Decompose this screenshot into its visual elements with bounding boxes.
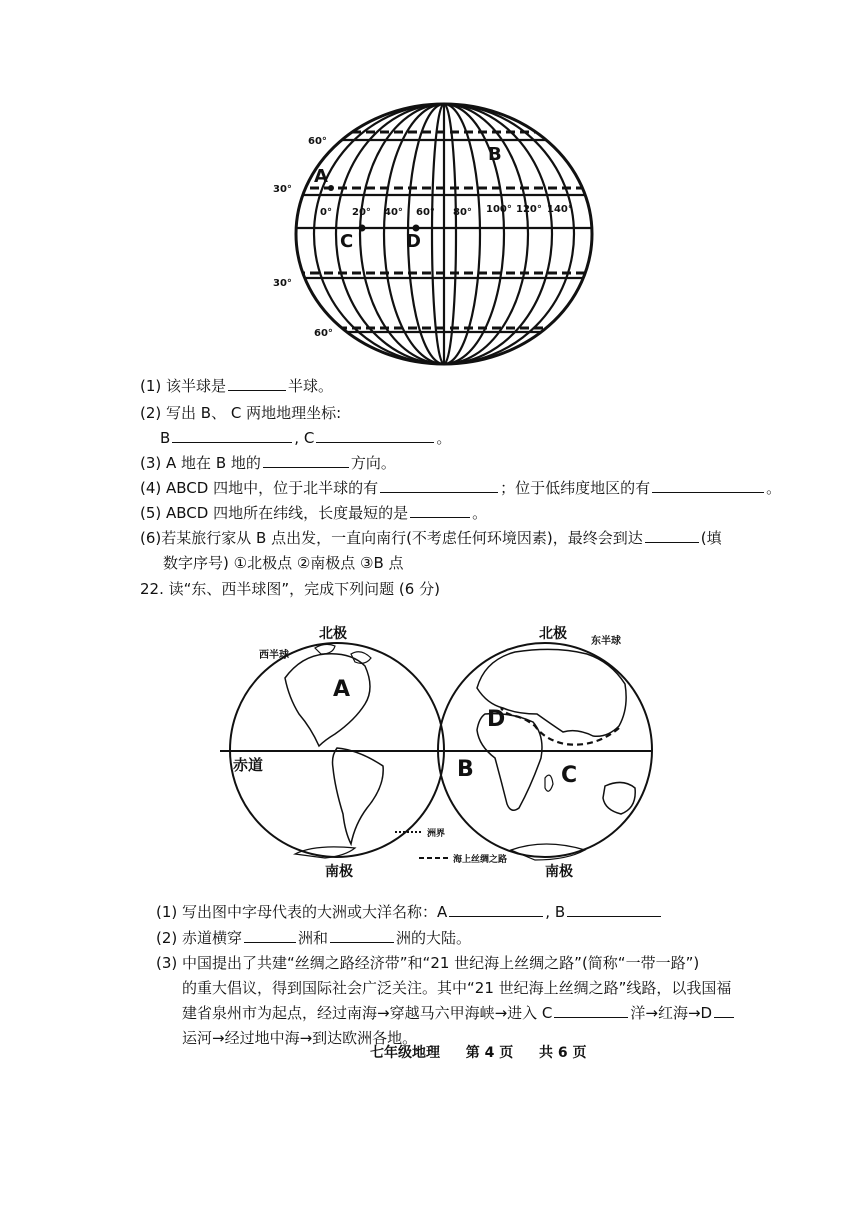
answer-blank[interactable] (316, 428, 434, 443)
q22-title: 22. 读“东、西半球图”，完成下列问题 (6 分) (140, 580, 440, 598)
letter-a-label: A (333, 677, 351, 702)
answer-blank[interactable] (228, 376, 286, 391)
q21-item-5 (140, 503, 487, 523)
lon-label-20: 20° (352, 207, 371, 218)
answer-blank[interactable] (567, 902, 661, 917)
point-d-label: D (406, 231, 421, 252)
answer-blank[interactable] (714, 1003, 734, 1018)
q21-item-4 (140, 478, 781, 498)
point-b-label: B (488, 144, 502, 165)
answer-blank[interactable] (172, 428, 292, 443)
letter-d-label: D (487, 707, 506, 732)
q21-item-6-options: 数字序号) ①北极点 ②南极点 ③B 点 (163, 554, 404, 572)
south-pole-label-east: 南极 (545, 864, 573, 880)
answer-blank[interactable] (652, 478, 764, 493)
q22-item-3-line-1: (3) 中国提出了共建“丝绸之路经济带”和“21 世纪海上丝绸之路”(简称“一带一路”) (156, 954, 700, 972)
lat-label-30n: 30° (273, 184, 292, 195)
west-hemisphere-label: 西半球 (259, 650, 289, 661)
page-footer (370, 1043, 587, 1063)
q21-b-label: B (160, 429, 171, 447)
q22-item-3-line-3 (182, 1003, 736, 1023)
point-c-label: C (340, 231, 354, 252)
south-america-shape (333, 748, 384, 844)
lon-label-80: 80° (453, 207, 472, 218)
q21-item-5-end: 。 (472, 504, 488, 522)
north-pole-label-east: 北极 (539, 626, 567, 642)
q21-item-5-pre: (5) ABCD 四地所在纬线，长度最短的是 (140, 504, 409, 522)
q21-item-3-post: 方向。 (350, 454, 396, 472)
answer-blank[interactable] (645, 528, 699, 543)
north-pole-label-west: 北极 (319, 626, 347, 642)
australia-shape (603, 782, 635, 814)
q21-item-1 (140, 376, 333, 396)
hemispheres-map-figure (215, 618, 655, 880)
q22-item-1 (156, 902, 663, 922)
lon-label-120: 120° (516, 204, 542, 215)
answer-blank[interactable] (449, 902, 543, 917)
q22-item-3-line-4: 运河→经过地中海→到达欧洲各地。 (182, 1029, 418, 1047)
q22-item-1-pre: (1) 写出图中字母代表的大洲或大洋名称：A (156, 903, 448, 921)
lon-label-60: 60° (416, 207, 435, 218)
equator-label: 赤道 (233, 756, 264, 774)
lat-label-30s: 30° (273, 278, 292, 289)
q21-item-4-end: 。 (766, 479, 782, 497)
point-d-dot (413, 225, 420, 232)
footer-total: 共 6 页 (539, 1045, 587, 1061)
legend-route-label: 海上丝绸之路 (453, 855, 508, 865)
q21-item-6-post: (填 (700, 529, 722, 547)
answer-blank[interactable] (244, 928, 296, 943)
q22-item-2-pre: (2) 赤道横穿 (156, 929, 243, 947)
footer-page: 第 4 页 (465, 1045, 514, 1061)
lon-label-0: 0° (320, 207, 332, 218)
q21-item-1-pre: (1) 该半球是 (140, 377, 227, 395)
lon-label-140: 140° (547, 204, 573, 215)
q22-item-3-line-3-mid: 洋→红海→D (630, 1004, 713, 1022)
silk-road-route (501, 708, 619, 745)
q22-item-3-line-3-pre: 建省泉州市为起点，经过南海→穿越马六甲海峡→进入 C (182, 1004, 553, 1022)
q21-item-2-answers (160, 428, 451, 448)
point-a-dot (328, 185, 334, 191)
lon-label-100: 100° (486, 204, 512, 215)
graticule-globe-figure (268, 100, 608, 370)
point-c-dot (359, 225, 366, 232)
answer-blank[interactable] (410, 503, 470, 518)
lat-label-60s: 60° (314, 328, 333, 339)
q21-c-label: , C (294, 429, 315, 447)
q21-item-4-mid: ；位于低纬度地区的有 (500, 479, 651, 497)
q21-item-6 (140, 528, 722, 548)
letter-c-label: C (561, 763, 578, 788)
q21-item-3 (140, 453, 396, 473)
q22-item-2-mid: 洲和 (298, 929, 329, 947)
answer-blank[interactable] (554, 1003, 628, 1018)
east-hemisphere-label: 东半球 (591, 636, 621, 647)
lat-label-60n: 60° (308, 136, 327, 147)
south-pole-label-west: 南极 (325, 864, 353, 880)
answer-blank[interactable] (380, 478, 498, 493)
q22-item-2-post: 洲的大陆。 (396, 929, 472, 947)
north-america-shape (285, 654, 370, 746)
lon-label-40: 40° (384, 207, 403, 218)
q22-item-2 (156, 928, 471, 948)
letter-b-label: B (457, 757, 474, 782)
q21-item-6-pre: (6)若某旅行家从 B 点出发，一直向南行(不考虑任何环境因素)，最终会到达 (140, 529, 643, 547)
footer-subject: 七年级地理 (370, 1045, 440, 1061)
q22-item-1-mid: , B (545, 903, 566, 921)
q21-item-2: (2) 写出 B、 C 两地地理坐标: (140, 404, 342, 422)
answer-blank[interactable] (330, 928, 394, 943)
q21-item-1-post: 半球。 (288, 377, 334, 395)
point-a-label: A (314, 166, 328, 187)
q21-item-4-pre: (4) ABCD 四地中，位于北半球的有 (140, 479, 379, 497)
q21-end: 。 (436, 429, 452, 447)
q22-item-3-line-2: 的重大倡议，得到国际社会广泛关注。其中“21 世纪海上丝绸之路”线路，以我国福 (182, 979, 732, 997)
legend-border-label: 洲界 (427, 829, 446, 839)
answer-blank[interactable] (263, 453, 349, 468)
q21-item-3-pre: (3) A 地在 B 地的 (140, 454, 261, 472)
